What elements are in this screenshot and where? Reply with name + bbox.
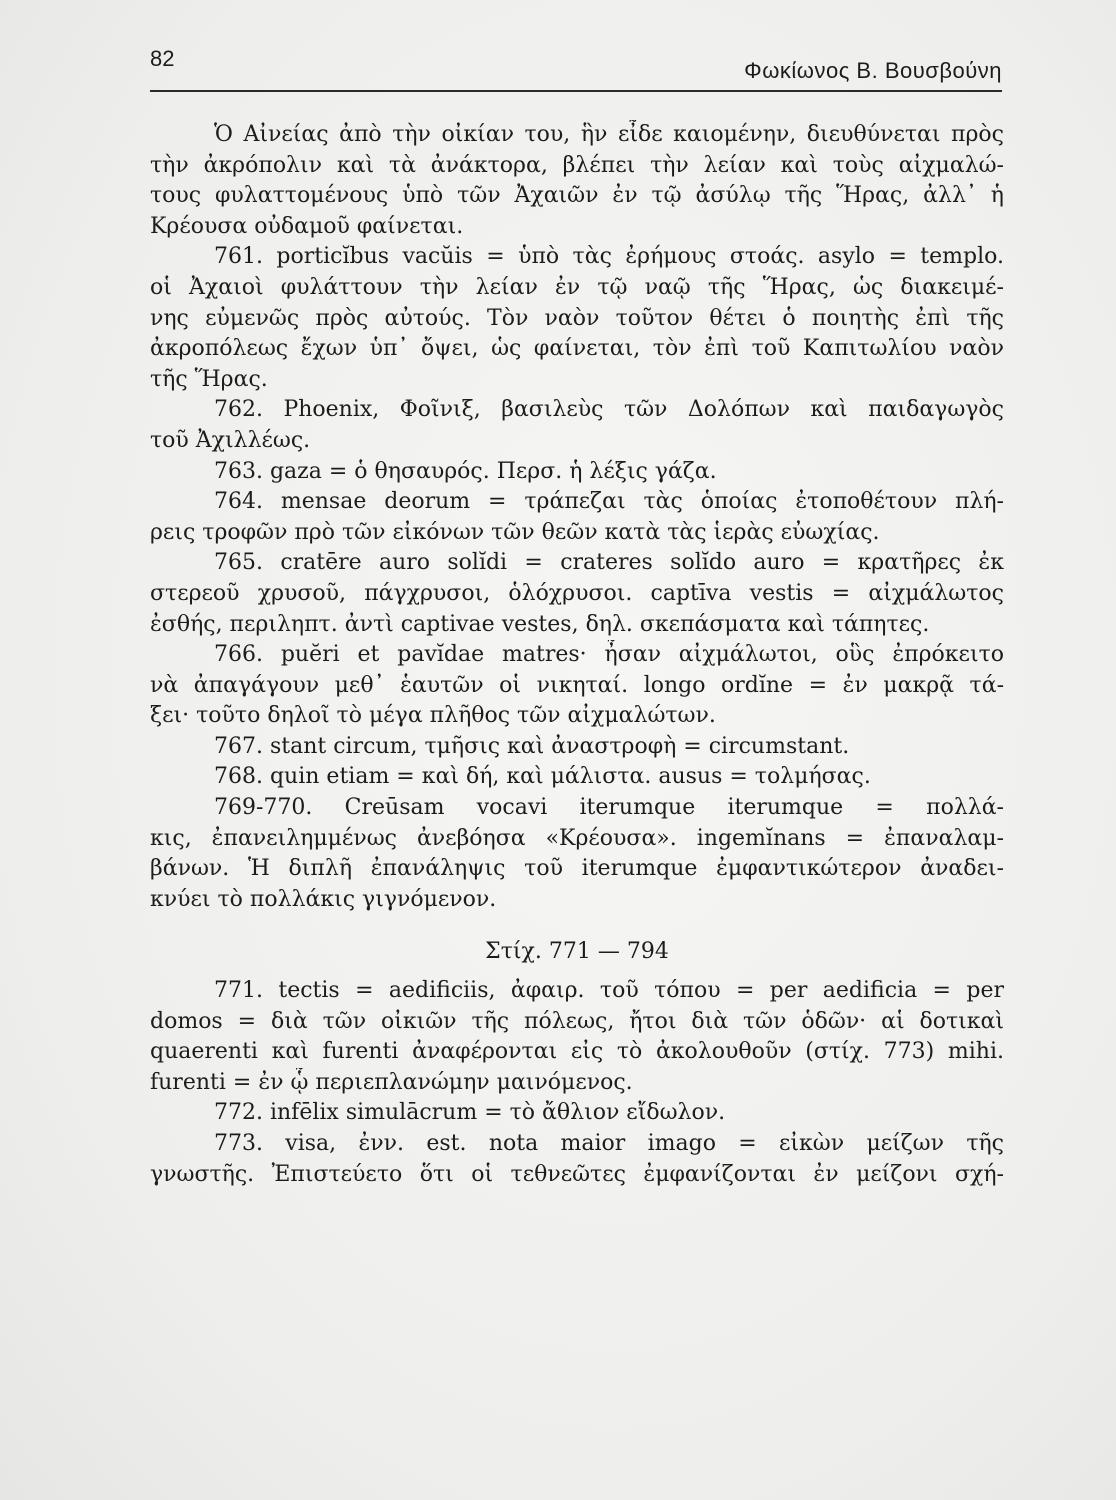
text-line: βάνων. Ἡ διπλῆ ἐπανάληψις τοῦ iterumque ἐμφαντικώτερον ἀναδει- [150, 856, 1004, 882]
text-line: quaerenti καὶ furenti ἀναφέρονται εἰς τὸ ἀκολουθοῦν (στίχ. 773) mihi. [150, 1039, 1004, 1065]
text-line: γνωστῆς. Ἐπιστεύετο ὅτι οἱ τεθνεῶτες ἐμφανίζονται ἐν μείζονι σχή- [150, 1161, 1004, 1187]
section-heading: Στίχ. 771 — 794 [485, 939, 669, 965]
text-line: νὰ ἀπαγάγουν μεθ᾿ ἑαυτῶν οἱ νικηταί. longo ordĭne = ἐν μακρᾷ τά- [150, 672, 1004, 698]
text-line: domos = διὰ τῶν οἰκιῶν τῆς πόλεως, ἤτοι διὰ τῶν ὁδῶν· αἱ δοτικαὶ [150, 1008, 1004, 1034]
text-line: 767. stant circum, τμῆσις καὶ ἀναστροφὴ = circumstant. [214, 733, 850, 759]
text-line: τοῦ Ἀχιλλέως. [150, 427, 311, 453]
text-line: ἀκροπόλεως ἔχων ὑπ᾿ ὄψει, ὡς φαίνεται, τὸν ἐπὶ τοῦ Καπιτωλίου ναὸν [150, 336, 1004, 362]
text-line: 762. Phoenix, Φοῖνιξ, βασιλεὺς τῶν Δολόπων καὶ παιδαγωγὸς [214, 397, 1004, 423]
text-line: 764. mensae deorum = τράπεζαι τὰς ὁποίας ἐτοποθέτουν πλή- [214, 489, 1004, 515]
body-text [150, 120, 1004, 1190]
text-line: στερεοῦ χρυσοῦ, πάγχρυσοι, ὁλόχρυσοι. captīva vestis = αἰχμάλωτος [150, 580, 1004, 606]
text-line: κνύει τὸ πολλάκις γιγνόμενον. [150, 886, 497, 912]
running-head: Φωκίωνος Β. Βουσβούνη [744, 58, 1002, 83]
text-line: τῆς Ἥρας. [150, 366, 268, 392]
text-line: 772. infēlix simulācrum = τὸ ἄθλιον εἴδωλον. [214, 1100, 726, 1126]
text-line: κις, ἐπανειλημμένως ἀνεβόησα «Κρέουσα». ingemĭnans = ἐπαναλαμ- [150, 825, 1004, 851]
text-line: 763. gaza = ὁ θησαυρός. Περσ. ἡ λέξις γάζα. [214, 458, 717, 484]
text-line: 771. tectis = aedificiis, ἀφαιρ. τοῦ τόπου = per aedificia = per [214, 978, 1004, 1004]
text-line: ρεις τροφῶν πρὸ τῶν εἰκόνων τῶν θεῶν κατὰ τὰς ἱερὰς εὐωχίας. [150, 519, 880, 545]
text-line: ἐσθής, περιληπτ. ἀντὶ captivae vestes, δηλ. σκεπάσματα καὶ τάπητες. [150, 611, 930, 637]
text-line: οἱ Ἀχαιοὶ φυλάττουν τὴν λείαν ἐν τῷ ναῷ τῆς Ἥρας, ὡς διακειμέ- [150, 274, 1004, 300]
page-header [150, 40, 1002, 92]
text-line: 773. visa, ἐνν. est. nota maior imago = εἰκὼν μείζων τῆς [214, 1131, 1004, 1156]
text-line: Κρέουσα οὐδαμοῦ φαίνεται. [150, 213, 464, 239]
text-line: furenti = ἐν ᾧ περιεπλανώμην μαινόμενος. [150, 1069, 633, 1095]
text-line: νης εὐμενῶς πρὸς αὐτούς. Τὸν ναὸν τοῦτον θέτει ὁ ποιητὴς ἐπὶ τῆς [150, 305, 1004, 331]
text-line: 765. cratēre auro solĭdi = crateres solĭdo auro = κρατῆρες ἐκ [214, 550, 1004, 576]
page-number: 82 [150, 46, 175, 71]
text-line: Ὁ Αἰνείας ἀπὸ τὴν οἰκίαν του, ἣν εἶδε καιομένην, διευθύνεται πρὸς [214, 122, 1004, 147]
text-line: ξει· τοῦτο δηλοῖ τὸ μέγα πλῆθος τῶν αἰχμαλώτων. [150, 703, 716, 729]
text-line: 768. quin etiam = καὶ δή, καὶ μάλιστα. ausus = τολμήσας. [214, 764, 871, 790]
text-line: τους φυλαττομένους ὑπὸ τῶν Ἀχαιῶν ἐν τῷ ἀσύλῳ τῆς Ἥρας, ἀλλ᾿ ἡ [150, 183, 1004, 209]
text-line: 769-770. Creūsam vocavi iterumque iterumque = πολλά- [214, 795, 1004, 821]
text-line: 766. puĕri et pavĭdae matres· ἦσαν αἰχμάλωτοι, οὓς ἐπρόκειτο [214, 642, 1004, 668]
text-line: 761. porticĭbus vacŭis = ὑπὸ τὰς ἐρήμους στοάς. asylo = templo. [214, 244, 1004, 270]
text-line: τὴν ἀκρόπολιν καὶ τὰ ἀνάκτορα, βλέπει τὴν λείαν καὶ τοὺς αἰχμαλώ- [150, 152, 1004, 178]
